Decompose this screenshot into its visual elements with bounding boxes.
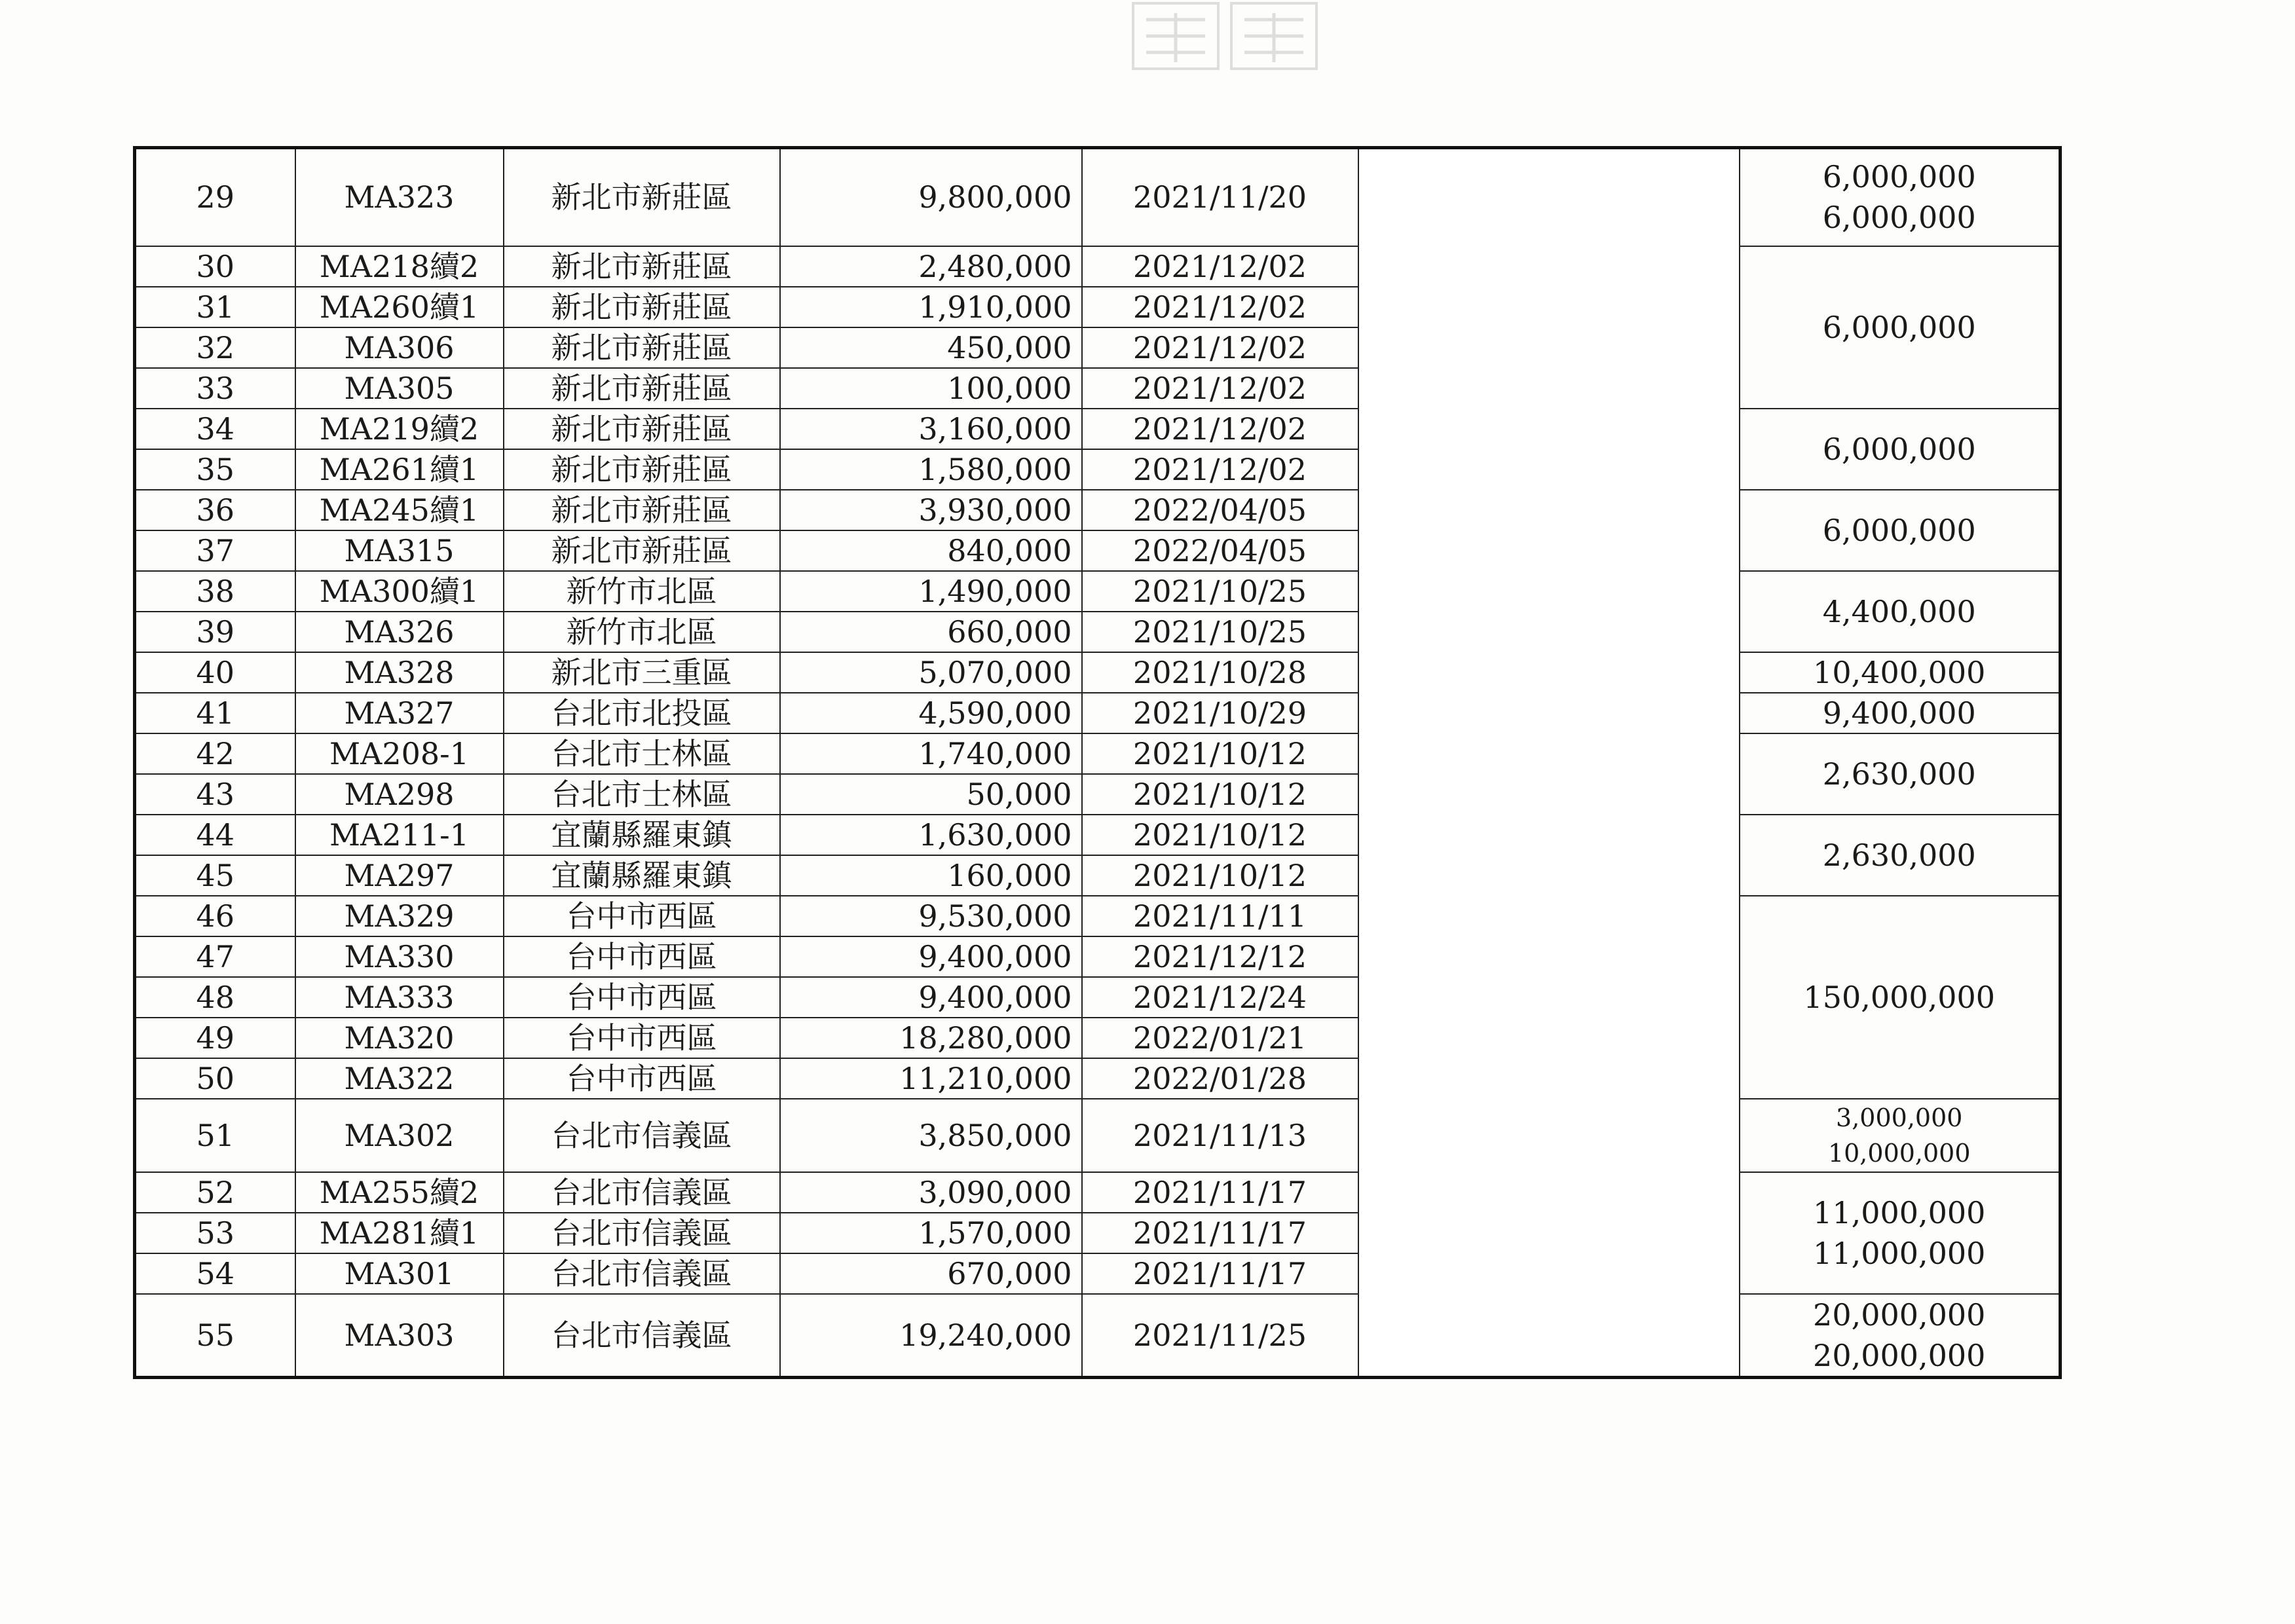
faded-stamp-mark [1127, 0, 1323, 72]
row-number: 38 [135, 571, 295, 612]
row-number: 31 [135, 287, 295, 327]
location: 新北市新莊區 [504, 409, 780, 449]
table-row [135, 652, 2061, 693]
group-total [1740, 1099, 2061, 1172]
total-value: 3,000,000 [1836, 1103, 1963, 1132]
case-code: MA330 [295, 936, 504, 977]
date: 2022/04/05 [1082, 490, 1358, 530]
row-number: 44 [135, 815, 295, 855]
case-code: MA315 [295, 530, 504, 571]
location: 台北市信義區 [504, 1213, 780, 1253]
amount: 50,000 [780, 774, 1082, 815]
location: 新北市新莊區 [504, 246, 780, 287]
date: 2022/04/05 [1082, 530, 1358, 571]
row-number: 53 [135, 1213, 295, 1253]
row-number: 49 [135, 1018, 295, 1058]
amount: 1,630,000 [780, 815, 1082, 855]
location: 台北市士林區 [504, 774, 780, 815]
date: 2021/12/02 [1082, 368, 1358, 409]
date: 2021/11/25 [1082, 1294, 1358, 1378]
case-code: MA329 [295, 896, 504, 936]
date: 2022/01/21 [1082, 1018, 1358, 1058]
row-number: 30 [135, 246, 295, 287]
date: 2021/10/25 [1082, 612, 1358, 652]
row-number: 51 [135, 1099, 295, 1172]
row-number: 55 [135, 1294, 295, 1378]
amount: 3,850,000 [780, 1099, 1082, 1172]
row-number: 43 [135, 774, 295, 815]
table-row [135, 148, 2061, 246]
location: 宜蘭縣羅東鎮 [504, 815, 780, 855]
date: 2021/12/02 [1082, 287, 1358, 327]
ledger-table-container [133, 146, 2059, 1379]
blank-column [1358, 148, 1740, 1378]
row-number: 45 [135, 855, 295, 896]
case-code: MA323 [295, 148, 504, 246]
row-number: 47 [135, 936, 295, 977]
group-total [1740, 815, 2061, 896]
amount: 1,740,000 [780, 733, 1082, 774]
row-number: 35 [135, 449, 295, 490]
row-number: 40 [135, 652, 295, 693]
date: 2021/11/17 [1082, 1253, 1358, 1294]
amount: 660,000 [780, 612, 1082, 652]
table-row [135, 409, 2061, 449]
amount: 9,400,000 [780, 977, 1082, 1018]
amount: 19,240,000 [780, 1294, 1082, 1378]
case-code: MA260續1 [295, 287, 504, 327]
location: 新北市新莊區 [504, 449, 780, 490]
date: 2021/10/12 [1082, 855, 1358, 896]
location: 台北市士林區 [504, 733, 780, 774]
amount: 1,490,000 [780, 571, 1082, 612]
date: 2021/10/12 [1082, 774, 1358, 815]
total-value: 20,000,000 [1813, 1337, 1986, 1373]
total-value: 150,000,000 [1803, 979, 1996, 1015]
location: 台北市信義區 [504, 1172, 780, 1213]
total-value: 6,000,000 [1822, 512, 1976, 548]
row-number: 54 [135, 1253, 295, 1294]
total-value: 11,000,000 [1813, 1235, 1986, 1271]
amount: 9,400,000 [780, 936, 1082, 977]
date: 2021/12/02 [1082, 327, 1358, 368]
amount: 3,090,000 [780, 1172, 1082, 1213]
amount: 11,210,000 [780, 1058, 1082, 1099]
case-code: MA261續1 [295, 449, 504, 490]
table-row [135, 1172, 2061, 1213]
amount: 1,580,000 [780, 449, 1082, 490]
group-total [1740, 571, 2061, 652]
total-value: 6,000,000 [1822, 309, 1976, 345]
case-code: MA320 [295, 1018, 504, 1058]
total-value: 6,000,000 [1822, 159, 1976, 195]
location: 新北市新莊區 [504, 148, 780, 246]
case-code: MA208-1 [295, 733, 504, 774]
amount: 160,000 [780, 855, 1082, 896]
case-code: MA298 [295, 774, 504, 815]
date: 2021/10/25 [1082, 571, 1358, 612]
row-number: 34 [135, 409, 295, 449]
row-number: 33 [135, 368, 295, 409]
case-code: MA326 [295, 612, 504, 652]
amount: 1,910,000 [780, 287, 1082, 327]
amount: 100,000 [780, 368, 1082, 409]
group-total [1740, 896, 2061, 1099]
total-value: 6,000,000 [1822, 431, 1976, 467]
date: 2021/12/02 [1082, 246, 1358, 287]
location: 台中市西區 [504, 1058, 780, 1099]
table-row [135, 896, 2061, 936]
table-row [135, 733, 2061, 774]
case-code: MA219續2 [295, 409, 504, 449]
location: 台中市西區 [504, 936, 780, 977]
table-row [135, 246, 2061, 287]
total-value: 20,000,000 [1813, 1297, 1986, 1333]
date: 2021/12/24 [1082, 977, 1358, 1018]
group-total [1740, 733, 2061, 815]
amount: 3,160,000 [780, 409, 1082, 449]
case-code: MA322 [295, 1058, 504, 1099]
case-code: MA301 [295, 1253, 504, 1294]
case-code: MA218續2 [295, 246, 504, 287]
location: 台中市西區 [504, 977, 780, 1018]
date: 2021/12/02 [1082, 449, 1358, 490]
location: 新北市新莊區 [504, 327, 780, 368]
amount: 670,000 [780, 1253, 1082, 1294]
location: 台中市西區 [504, 896, 780, 936]
location: 新北市新莊區 [504, 368, 780, 409]
date: 2021/12/12 [1082, 936, 1358, 977]
date: 2021/12/02 [1082, 409, 1358, 449]
case-code: MA245續1 [295, 490, 504, 530]
total-value: 2,630,000 [1822, 837, 1976, 873]
location: 新竹市北區 [504, 612, 780, 652]
row-number: 32 [135, 327, 295, 368]
total-value: 9,400,000 [1822, 695, 1976, 731]
case-code: MA281續1 [295, 1213, 504, 1253]
group-total [1740, 1294, 2061, 1378]
amount: 3,930,000 [780, 490, 1082, 530]
total-value: 11,000,000 [1813, 1194, 1986, 1230]
case-code: MA303 [295, 1294, 504, 1378]
group-total [1740, 490, 2061, 571]
row-number: 42 [135, 733, 295, 774]
total-value: 10,000,000 [1827, 1138, 1971, 1168]
group-total [1740, 693, 2061, 733]
total-value: 4,400,000 [1822, 593, 1976, 629]
case-code: MA306 [295, 327, 504, 368]
location: 台北市信義區 [504, 1253, 780, 1294]
row-number: 50 [135, 1058, 295, 1099]
row-number: 29 [135, 148, 295, 246]
location: 新北市三重區 [504, 652, 780, 693]
case-code: MA302 [295, 1099, 504, 1172]
case-code: MA328 [295, 652, 504, 693]
location: 新北市新莊區 [504, 490, 780, 530]
location: 新北市新莊區 [504, 530, 780, 571]
date: 2021/11/17 [1082, 1172, 1358, 1213]
total-value: 2,630,000 [1822, 756, 1976, 792]
group-total [1740, 409, 2061, 490]
date: 2022/01/28 [1082, 1058, 1358, 1099]
table-row [135, 571, 2061, 612]
date: 2021/10/12 [1082, 815, 1358, 855]
row-number: 41 [135, 693, 295, 733]
case-code: MA300續1 [295, 571, 504, 612]
amount: 9,800,000 [780, 148, 1082, 246]
row-number: 36 [135, 490, 295, 530]
case-code: MA305 [295, 368, 504, 409]
location: 新北市新莊區 [504, 287, 780, 327]
row-number: 48 [135, 977, 295, 1018]
date: 2021/10/28 [1082, 652, 1358, 693]
date: 2021/11/17 [1082, 1213, 1358, 1253]
date: 2021/10/12 [1082, 733, 1358, 774]
table-row [135, 1099, 2061, 1172]
location: 台北市北投區 [504, 693, 780, 733]
amount: 18,280,000 [780, 1018, 1082, 1058]
amount: 2,480,000 [780, 246, 1082, 287]
date: 2021/11/11 [1082, 896, 1358, 936]
amount: 4,590,000 [780, 693, 1082, 733]
date: 2021/10/29 [1082, 693, 1358, 733]
amount: 5,070,000 [780, 652, 1082, 693]
total-value: 6,000,000 [1822, 200, 1976, 236]
amount: 450,000 [780, 327, 1082, 368]
group-total [1740, 148, 2061, 246]
case-code: MA333 [295, 977, 504, 1018]
location: 台北市信義區 [504, 1294, 780, 1378]
date: 2021/11/20 [1082, 148, 1358, 246]
row-number: 52 [135, 1172, 295, 1213]
ledger-table [133, 146, 2062, 1379]
table-row [135, 815, 2061, 855]
location: 台北市信義區 [504, 1099, 780, 1172]
location: 宜蘭縣羅東鎮 [504, 855, 780, 896]
total-value: 10,400,000 [1813, 654, 1986, 690]
group-total [1740, 246, 2061, 409]
amount: 840,000 [780, 530, 1082, 571]
case-code: MA211-1 [295, 815, 504, 855]
table-row [135, 1294, 2061, 1378]
group-total [1740, 652, 2061, 693]
group-total [1740, 1172, 2061, 1294]
table-row [135, 693, 2061, 733]
row-number: 37 [135, 530, 295, 571]
location: 台中市西區 [504, 1018, 780, 1058]
amount: 9,530,000 [780, 896, 1082, 936]
case-code: MA327 [295, 693, 504, 733]
amount: 1,570,000 [780, 1213, 1082, 1253]
case-code: MA297 [295, 855, 504, 896]
row-number: 46 [135, 896, 295, 936]
case-code: MA255續2 [295, 1172, 504, 1213]
location: 新竹市北區 [504, 571, 780, 612]
table-row [135, 490, 2061, 530]
date: 2021/11/13 [1082, 1099, 1358, 1172]
row-number: 39 [135, 612, 295, 652]
